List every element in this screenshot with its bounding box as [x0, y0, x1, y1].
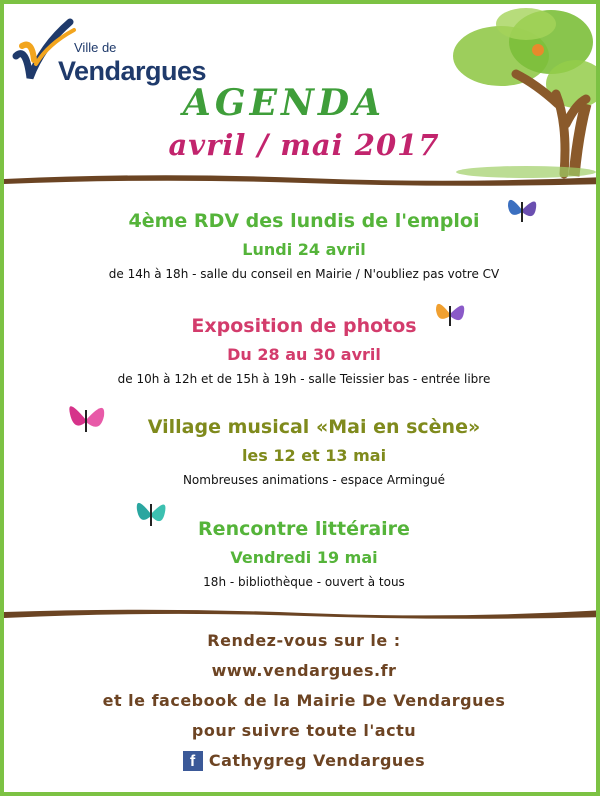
event-title: Exposition de photos — [191, 315, 417, 337]
facebook-page-link[interactable] — [183, 746, 425, 776]
pink-butterfly-icon — [64, 398, 108, 438]
blue-butterfly-icon — [504, 192, 540, 226]
website-link[interactable]: www.vendargues.fr — [211, 661, 397, 680]
purple-butterfly-icon — [432, 296, 468, 330]
vendargues-logo — [12, 16, 212, 88]
top-divider — [4, 170, 600, 188]
logo-town-name: Vendargues — [58, 56, 207, 86]
event-description: Nombreuses animations - espace Armingué — [182, 473, 446, 487]
event-description: 18h - bibliothèque - ouvert à tous — [203, 575, 405, 589]
footer-rendezvous: Rendez-vous sur le : — [207, 631, 401, 650]
agenda-title: AGENDA — [182, 82, 386, 124]
footer — [4, 626, 600, 776]
event-date: Du 28 au 30 avril — [227, 345, 381, 364]
event-rencontre — [4, 518, 600, 589]
event-title: Rencontre littéraire — [198, 518, 410, 540]
event-date: Lundi 24 avril — [242, 240, 366, 259]
teal-butterfly-icon — [132, 494, 170, 530]
footer-facebook-text: et le facebook de la Mairie De Vendargues — [102, 691, 506, 710]
event-exposition — [4, 315, 600, 386]
agenda-subtitle: avril / mai 2017 — [168, 128, 440, 162]
event-description: de 14h à 18h - salle du conseil en Mairie / N'oubliez pas votre CV — [108, 267, 500, 281]
event-title: Village musical «Mai en scène» — [147, 416, 481, 438]
logo-ville-text: Ville de — [74, 40, 117, 55]
facebook-page-name: Cathygreg Vendargues — [208, 751, 426, 770]
footer-actu-text: pour suivre toute l'actu — [191, 721, 417, 740]
event-title: 4ème RDV des lundis de l'emploi — [128, 210, 480, 232]
event-date: les 12 et 13 mai — [241, 446, 387, 465]
facebook-icon: f — [183, 751, 203, 771]
bottom-divider — [4, 604, 600, 622]
event-date: Vendredi 19 mai — [230, 548, 378, 567]
event-description: de 10h à 12h et de 15h à 19h - salle Teissier bas - entrée libre — [117, 372, 491, 386]
